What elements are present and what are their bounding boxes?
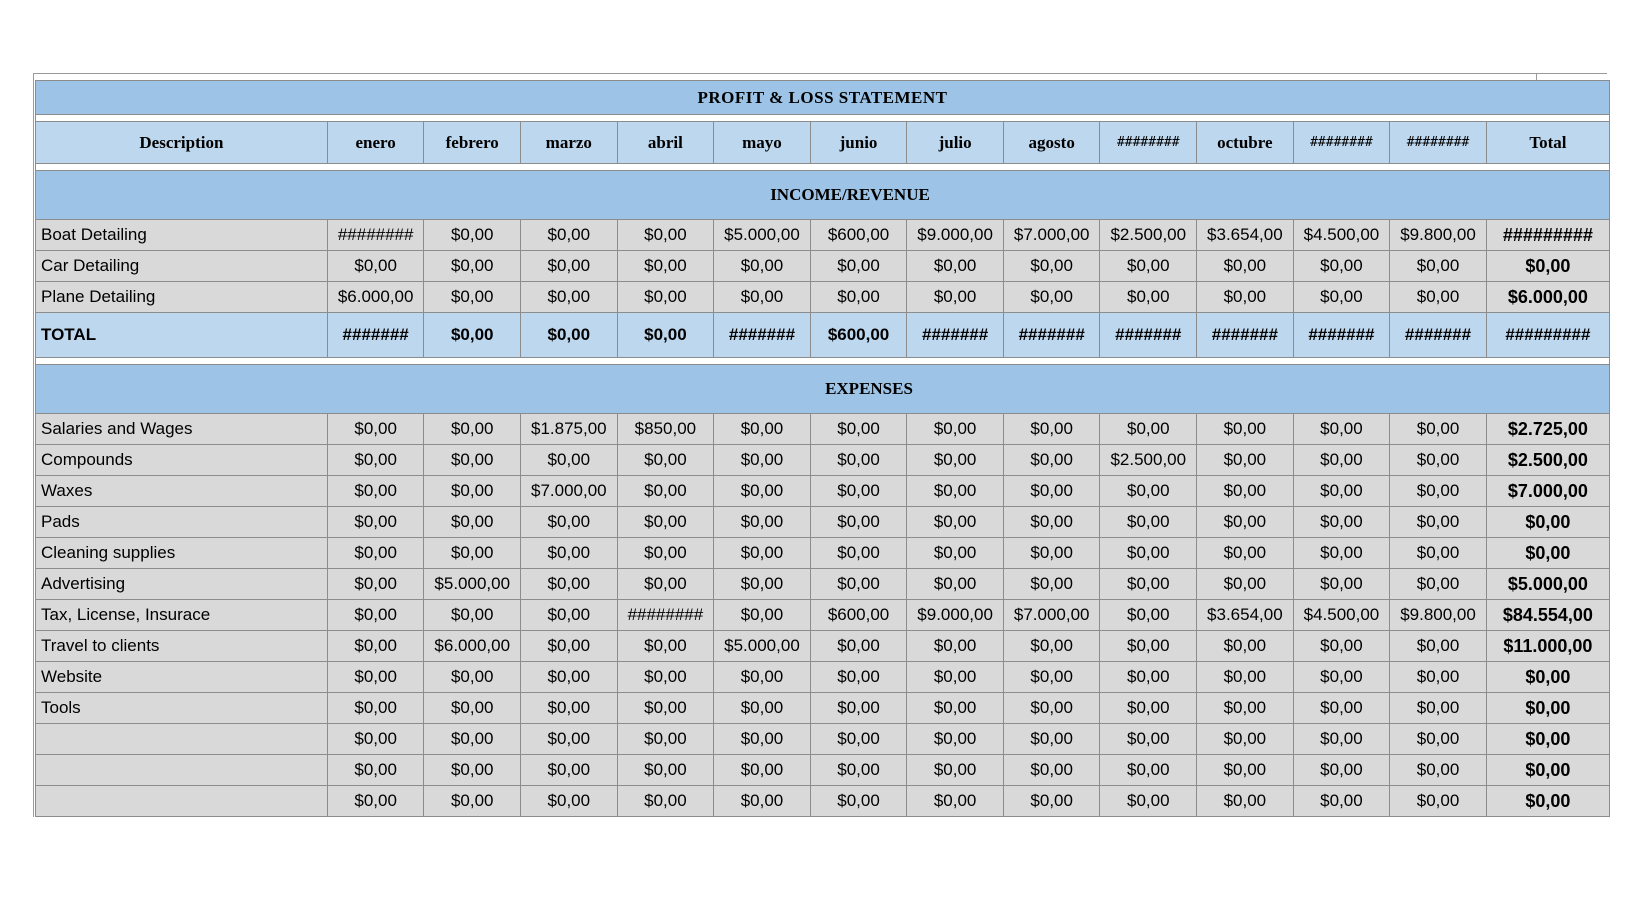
value-cell[interactable]: $7.000,00 — [1003, 600, 1100, 631]
frame-top-line — [33, 73, 1607, 74]
value-cell[interactable]: $2.500,00 — [1100, 445, 1197, 476]
value-cell[interactable]: $0,00 — [1003, 538, 1100, 569]
value-cell[interactable]: $0,00 — [327, 445, 424, 476]
value-cell[interactable]: $0,00 — [1003, 724, 1100, 755]
value-cell[interactable]: $0,00 — [424, 786, 521, 817]
value-cell[interactable]: $0,00 — [810, 251, 907, 282]
row-total-cell[interactable]: $0,00 — [1486, 755, 1609, 786]
page-title[interactable]: PROFIT & LOSS STATEMENT — [36, 81, 1610, 115]
value-cell[interactable]: $0,00 — [1293, 251, 1390, 282]
value-cell[interactable]: $0,00 — [521, 662, 618, 693]
value-cell[interactable]: $0,00 — [1293, 724, 1390, 755]
value-cell[interactable]: $0,00 — [1197, 693, 1294, 724]
value-cell[interactable]: $0,00 — [1003, 445, 1100, 476]
value-cell[interactable]: $0,00 — [1390, 662, 1487, 693]
value-cell[interactable]: $0,00 — [1197, 724, 1294, 755]
value-cell[interactable]: $0,00 — [1003, 693, 1100, 724]
expense-row — [36, 538, 1610, 569]
value-cell[interactable]: $0,00 — [714, 724, 811, 755]
value-cell[interactable]: $0,00 — [617, 786, 714, 817]
header-month[interactable]: junio — [810, 122, 907, 164]
value-cell[interactable]: $0,00 — [424, 538, 521, 569]
value-cell[interactable]: $0,00 — [521, 755, 618, 786]
value-cell[interactable]: $0,00 — [1390, 786, 1487, 817]
header-month[interactable]: ######## — [1100, 122, 1197, 164]
income-total-row — [36, 313, 1610, 358]
expense-row — [36, 414, 1610, 445]
value-cell[interactable]: $0,00 — [1100, 600, 1197, 631]
value-cell[interactable]: $0,00 — [617, 220, 714, 251]
value-cell[interactable]: $0,00 — [327, 755, 424, 786]
section-expenses-label: EXPENSES — [825, 379, 913, 398]
value-cell[interactable]: $0,00 — [617, 282, 714, 313]
frame-left-line — [33, 73, 34, 817]
row-label-cell[interactable]: Pads — [36, 507, 328, 538]
value-cell[interactable]: $7.000,00 — [1003, 220, 1100, 251]
row-total-cell[interactable]: $2.725,00 — [1486, 414, 1609, 445]
row-total-cell[interactable]: ######### — [1486, 220, 1609, 251]
value-cell[interactable]: $0,00 — [1390, 445, 1487, 476]
value-cell[interactable]: $0,00 — [1197, 251, 1294, 282]
header-month[interactable]: febrero — [424, 122, 521, 164]
value-cell[interactable]: $0,00 — [907, 631, 1004, 662]
expense-row — [36, 786, 1610, 817]
value-cell[interactable]: ######## — [617, 600, 714, 631]
spreadsheet — [35, 80, 1610, 817]
value-cell[interactable]: $0,00 — [1390, 414, 1487, 445]
value-cell[interactable]: $0,00 — [1197, 538, 1294, 569]
value-cell[interactable]: $0,00 — [1100, 755, 1197, 786]
value-cell[interactable]: $0,00 — [327, 507, 424, 538]
value-cell[interactable]: $0,00 — [1100, 631, 1197, 662]
value-cell[interactable]: $0,00 — [810, 724, 907, 755]
header-month[interactable]: mayo — [714, 122, 811, 164]
value-cell[interactable]: $9.800,00 — [1390, 600, 1487, 631]
value-cell[interactable]: $0,00 — [424, 662, 521, 693]
value-cell[interactable]: $0,00 — [617, 569, 714, 600]
value-cell[interactable]: $0,00 — [714, 662, 811, 693]
value-cell[interactable]: $0,00 — [1003, 569, 1100, 600]
value-cell[interactable]: $0,00 — [327, 786, 424, 817]
value-cell[interactable]: $0,00 — [1390, 282, 1487, 313]
row-label-cell[interactable]: Cleaning supplies — [36, 538, 328, 569]
expense-row — [36, 755, 1610, 786]
row-total-cell[interactable]: $0,00 — [1486, 724, 1609, 755]
value-cell[interactable]: $0,00 — [424, 220, 521, 251]
value-cell[interactable]: $0,00 — [907, 282, 1004, 313]
value-cell[interactable]: $0,00 — [617, 476, 714, 507]
expense-row — [36, 476, 1610, 507]
value-cell[interactable]: $0,00 — [1390, 755, 1487, 786]
row-label-cell[interactable] — [36, 724, 328, 755]
value-cell[interactable]: $0,00 — [810, 476, 907, 507]
value-cell[interactable]: $0,00 — [907, 414, 1004, 445]
value-cell[interactable]: $0,00 — [1100, 538, 1197, 569]
value-cell[interactable]: $3.654,00 — [1197, 600, 1294, 631]
value-cell[interactable]: $0,00 — [1390, 507, 1487, 538]
value-cell[interactable]: $4.500,00 — [1293, 220, 1390, 251]
value-cell[interactable]: $0,00 — [810, 631, 907, 662]
value-cell[interactable]: $2.500,00 — [1100, 220, 1197, 251]
value-cell[interactable]: $0,00 — [1003, 662, 1100, 693]
value-cell[interactable]: $0,00 — [617, 755, 714, 786]
value-cell[interactable]: $850,00 — [617, 414, 714, 445]
value-cell[interactable]: $6.000,00 — [327, 282, 424, 313]
value-cell[interactable]: ####### — [1293, 313, 1390, 358]
row-label-cell[interactable]: Tools — [36, 693, 328, 724]
row-label-cell[interactable]: Car Detailing — [36, 251, 328, 282]
value-cell[interactable]: $0,00 — [521, 569, 618, 600]
value-cell[interactable]: $5.000,00 — [714, 631, 811, 662]
section-income-label: INCOME/REVENUE — [770, 185, 930, 204]
spacer — [36, 164, 1610, 171]
value-cell[interactable]: $0,00 — [521, 251, 618, 282]
value-cell[interactable]: $0,00 — [327, 569, 424, 600]
value-cell[interactable]: $0,00 — [1100, 507, 1197, 538]
value-cell[interactable]: $0,00 — [1293, 662, 1390, 693]
value-cell[interactable]: $0,00 — [810, 786, 907, 817]
value-cell[interactable]: $9.000,00 — [907, 600, 1004, 631]
income-row — [36, 282, 1610, 313]
value-cell[interactable]: $0,00 — [521, 282, 618, 313]
value-cell[interactable]: $0,00 — [327, 631, 424, 662]
value-cell[interactable]: $9.800,00 — [1390, 220, 1487, 251]
value-cell[interactable]: $0,00 — [1390, 693, 1487, 724]
value-cell[interactable]: $6.000,00 — [424, 631, 521, 662]
value-cell[interactable]: ####### — [714, 313, 811, 358]
value-cell[interactable]: $0,00 — [1197, 445, 1294, 476]
value-cell[interactable]: $0,00 — [810, 662, 907, 693]
value-cell[interactable]: $0,00 — [810, 693, 907, 724]
row-label-cell[interactable]: Website — [36, 662, 328, 693]
header-total[interactable]: Total — [1486, 122, 1609, 164]
value-cell[interactable]: $1.875,00 — [521, 414, 618, 445]
value-cell[interactable]: $600,00 — [810, 313, 907, 358]
value-cell[interactable]: $0,00 — [714, 786, 811, 817]
value-cell[interactable]: $0,00 — [714, 282, 811, 313]
row-total-cell[interactable]: $0,00 — [1486, 786, 1609, 817]
value-cell[interactable]: $0,00 — [1197, 662, 1294, 693]
value-cell[interactable]: $0,00 — [327, 724, 424, 755]
value-cell[interactable]: $0,00 — [521, 445, 618, 476]
value-cell[interactable]: $0,00 — [521, 631, 618, 662]
value-cell[interactable]: $7.000,00 — [521, 476, 618, 507]
row-label-cell[interactable] — [36, 786, 328, 817]
value-cell[interactable]: $0,00 — [424, 755, 521, 786]
row-total-cell[interactable]: $0,00 — [1486, 693, 1609, 724]
value-cell[interactable]: $0,00 — [1390, 724, 1487, 755]
header-month[interactable]: julio — [907, 122, 1004, 164]
value-cell[interactable]: ####### — [1390, 313, 1487, 358]
row-total-cell[interactable]: $0,00 — [1486, 538, 1609, 569]
expense-row — [36, 569, 1610, 600]
section-income-header[interactable] — [36, 171, 1610, 220]
value-cell[interactable]: $0,00 — [907, 755, 1004, 786]
value-cell[interactable]: $0,00 — [810, 538, 907, 569]
value-cell[interactable]: $0,00 — [327, 693, 424, 724]
value-cell[interactable]: ####### — [1197, 313, 1294, 358]
value-cell[interactable]: $0,00 — [521, 600, 618, 631]
value-cell[interactable]: $0,00 — [714, 755, 811, 786]
value-cell[interactable]: $0,00 — [714, 569, 811, 600]
value-cell[interactable]: ####### — [327, 313, 424, 358]
expense-row — [36, 693, 1610, 724]
row-label-cell[interactable]: Waxes — [36, 476, 328, 507]
value-cell[interactable]: ####### — [1003, 313, 1100, 358]
value-cell[interactable]: $0,00 — [521, 538, 618, 569]
value-cell[interactable]: $0,00 — [907, 724, 1004, 755]
value-cell[interactable]: $0,00 — [1390, 538, 1487, 569]
value-cell[interactable]: $0,00 — [1100, 251, 1197, 282]
spacer — [36, 358, 1610, 365]
value-cell[interactable]: $0,00 — [714, 507, 811, 538]
value-cell[interactable]: $0,00 — [617, 662, 714, 693]
value-cell[interactable]: $0,00 — [714, 476, 811, 507]
value-cell[interactable]: $5.000,00 — [424, 569, 521, 600]
value-cell[interactable]: $600,00 — [810, 220, 907, 251]
value-cell[interactable]: $0,00 — [1293, 414, 1390, 445]
value-cell[interactable]: $0,00 — [1293, 693, 1390, 724]
value-cell[interactable]: $0,00 — [1100, 476, 1197, 507]
value-cell[interactable]: $0,00 — [907, 251, 1004, 282]
value-cell[interactable]: $0,00 — [1197, 476, 1294, 507]
value-cell[interactable]: $0,00 — [1197, 569, 1294, 600]
value-cell[interactable]: $0,00 — [617, 313, 714, 358]
value-cell[interactable]: $0,00 — [1100, 414, 1197, 445]
value-cell[interactable]: ######## — [327, 220, 424, 251]
expense-row — [36, 662, 1610, 693]
value-cell[interactable]: $0,00 — [810, 507, 907, 538]
header-description[interactable]: Description — [36, 122, 328, 164]
row-label-cell[interactable]: TOTAL — [36, 313, 328, 358]
expense-row — [36, 445, 1610, 476]
row-total-cell[interactable]: $84.554,00 — [1486, 600, 1609, 631]
value-cell[interactable]: $0,00 — [1100, 786, 1197, 817]
row-label-cell[interactable] — [36, 755, 328, 786]
value-cell[interactable]: $4.500,00 — [1293, 600, 1390, 631]
value-cell[interactable]: $0,00 — [907, 662, 1004, 693]
value-cell[interactable]: $0,00 — [1003, 282, 1100, 313]
value-cell[interactable]: $0,00 — [714, 538, 811, 569]
value-cell[interactable]: $0,00 — [1100, 569, 1197, 600]
value-cell[interactable]: $0,00 — [907, 507, 1004, 538]
value-cell[interactable]: $0,00 — [521, 786, 618, 817]
value-cell[interactable]: $0,00 — [617, 693, 714, 724]
row-total-cell[interactable]: $0,00 — [1486, 662, 1609, 693]
row-total-cell[interactable]: $5.000,00 — [1486, 569, 1609, 600]
value-cell[interactable]: $5.000,00 — [714, 220, 811, 251]
value-cell[interactable]: $0,00 — [907, 445, 1004, 476]
value-cell[interactable]: $0,00 — [521, 220, 618, 251]
value-cell[interactable]: $0,00 — [327, 251, 424, 282]
value-cell[interactable]: $0,00 — [617, 445, 714, 476]
row-label-cell[interactable]: Tax, License, Insurace — [36, 600, 328, 631]
value-cell[interactable]: $0,00 — [1100, 662, 1197, 693]
value-cell[interactable]: $0,00 — [714, 600, 811, 631]
value-cell[interactable]: $0,00 — [521, 507, 618, 538]
header-month[interactable]: ######## — [1390, 122, 1487, 164]
value-cell[interactable]: $0,00 — [907, 476, 1004, 507]
value-cell[interactable]: $0,00 — [907, 538, 1004, 569]
row-total-cell[interactable]: $2.500,00 — [1486, 445, 1609, 476]
value-cell[interactable]: $0,00 — [810, 569, 907, 600]
value-cell[interactable]: $0,00 — [1293, 476, 1390, 507]
row-total-cell[interactable]: $6.000,00 — [1486, 282, 1609, 313]
value-cell[interactable]: $0,00 — [424, 282, 521, 313]
row-label-cell[interactable]: Plane Detailing — [36, 282, 328, 313]
value-cell[interactable]: $0,00 — [424, 507, 521, 538]
value-cell[interactable]: $0,00 — [424, 476, 521, 507]
value-cell[interactable]: $0,00 — [1100, 282, 1197, 313]
value-cell[interactable]: $0,00 — [1390, 569, 1487, 600]
value-cell[interactable]: $0,00 — [1003, 251, 1100, 282]
value-cell[interactable]: $0,00 — [1100, 693, 1197, 724]
header-month[interactable]: octubre — [1197, 122, 1294, 164]
row-total-cell[interactable]: $11.000,00 — [1486, 631, 1609, 662]
value-cell[interactable]: $0,00 — [1003, 476, 1100, 507]
value-cell[interactable]: $0,00 — [1197, 755, 1294, 786]
value-cell[interactable]: $9.000,00 — [907, 220, 1004, 251]
value-cell[interactable]: $0,00 — [617, 631, 714, 662]
value-cell[interactable]: $0,00 — [617, 538, 714, 569]
value-cell[interactable]: $0,00 — [1293, 755, 1390, 786]
value-cell[interactable]: $0,00 — [714, 693, 811, 724]
value-cell[interactable]: $0,00 — [327, 600, 424, 631]
value-cell[interactable]: $0,00 — [617, 507, 714, 538]
value-cell[interactable]: $0,00 — [1003, 631, 1100, 662]
spacer — [36, 115, 1610, 122]
value-cell[interactable]: $0,00 — [810, 445, 907, 476]
value-cell[interactable]: $0,00 — [521, 313, 618, 358]
value-cell[interactable]: $0,00 — [1293, 631, 1390, 662]
value-cell[interactable]: $0,00 — [424, 414, 521, 445]
row-label-cell[interactable]: Advertising — [36, 569, 328, 600]
value-cell[interactable]: $0,00 — [1003, 507, 1100, 538]
value-cell[interactable]: $0,00 — [1197, 507, 1294, 538]
row-total-cell[interactable]: $7.000,00 — [1486, 476, 1609, 507]
value-cell[interactable]: $0,00 — [424, 724, 521, 755]
value-cell[interactable]: $0,00 — [1197, 631, 1294, 662]
value-cell[interactable]: $0,00 — [1293, 445, 1390, 476]
value-cell[interactable]: $0,00 — [327, 476, 424, 507]
income-row — [36, 251, 1610, 282]
value-cell[interactable]: $0,00 — [1197, 414, 1294, 445]
value-cell[interactable]: $0,00 — [521, 693, 618, 724]
header-month[interactable]: ######## — [1293, 122, 1390, 164]
value-cell[interactable]: $0,00 — [327, 662, 424, 693]
value-cell[interactable]: $0,00 — [1100, 724, 1197, 755]
header-month[interactable]: agosto — [1003, 122, 1100, 164]
value-cell[interactable]: $0,00 — [1390, 631, 1487, 662]
row-total-cell[interactable]: ######### — [1486, 313, 1609, 358]
expense-row — [36, 507, 1610, 538]
value-cell[interactable]: $3.654,00 — [1197, 220, 1294, 251]
value-cell[interactable]: $0,00 — [1197, 786, 1294, 817]
value-cell[interactable]: $0,00 — [1293, 569, 1390, 600]
header-month[interactable]: marzo — [521, 122, 618, 164]
value-cell[interactable]: $0,00 — [907, 786, 1004, 817]
value-cell[interactable]: $0,00 — [714, 414, 811, 445]
value-cell[interactable]: $0,00 — [1197, 282, 1294, 313]
row-label-cell[interactable]: Salaries and Wages — [36, 414, 328, 445]
value-cell[interactable]: $0,00 — [424, 693, 521, 724]
pl-table — [35, 80, 1610, 817]
expense-row — [36, 631, 1610, 662]
row-label-cell[interactable]: Travel to clients — [36, 631, 328, 662]
value-cell[interactable]: $0,00 — [1390, 476, 1487, 507]
value-cell[interactable]: $0,00 — [907, 693, 1004, 724]
value-cell[interactable]: $0,00 — [1390, 251, 1487, 282]
value-cell[interactable]: $0,00 — [327, 414, 424, 445]
value-cell[interactable]: $0,00 — [617, 724, 714, 755]
value-cell[interactable]: $0,00 — [617, 251, 714, 282]
row-label-cell[interactable]: Boat Detailing — [36, 220, 328, 251]
value-cell[interactable]: $0,00 — [1293, 538, 1390, 569]
value-cell[interactable]: $0,00 — [810, 755, 907, 786]
value-cell[interactable]: $0,00 — [1293, 507, 1390, 538]
value-cell[interactable]: $0,00 — [810, 414, 907, 445]
value-cell[interactable]: $0,00 — [810, 282, 907, 313]
expense-row — [36, 600, 1610, 631]
value-cell[interactable]: ####### — [1100, 313, 1197, 358]
value-cell[interactable]: ####### — [907, 313, 1004, 358]
value-cell[interactable]: $0,00 — [1003, 414, 1100, 445]
section-expenses-header[interactable] — [36, 365, 1610, 414]
value-cell[interactable]: $0,00 — [1293, 786, 1390, 817]
value-cell[interactable]: $0,00 — [424, 313, 521, 358]
value-cell[interactable]: $0,00 — [1003, 786, 1100, 817]
row-total-cell[interactable]: $0,00 — [1486, 507, 1609, 538]
value-cell[interactable]: $0,00 — [907, 569, 1004, 600]
value-cell[interactable]: $0,00 — [521, 724, 618, 755]
value-cell[interactable]: $0,00 — [1003, 755, 1100, 786]
value-cell[interactable]: $0,00 — [424, 251, 521, 282]
header-month[interactable]: abril — [617, 122, 714, 164]
income-row — [36, 220, 1610, 251]
row-label-cell[interactable]: Compounds — [36, 445, 328, 476]
value-cell[interactable]: $0,00 — [714, 251, 811, 282]
value-cell[interactable]: $0,00 — [327, 538, 424, 569]
value-cell[interactable]: $0,00 — [714, 445, 811, 476]
value-cell[interactable]: $0,00 — [424, 600, 521, 631]
row-total-cell[interactable]: $0,00 — [1486, 251, 1609, 282]
value-cell[interactable]: $0,00 — [1293, 282, 1390, 313]
value-cell[interactable]: $0,00 — [424, 445, 521, 476]
header-month[interactable]: enero — [327, 122, 424, 164]
expense-row — [36, 724, 1610, 755]
value-cell[interactable]: $600,00 — [810, 600, 907, 631]
